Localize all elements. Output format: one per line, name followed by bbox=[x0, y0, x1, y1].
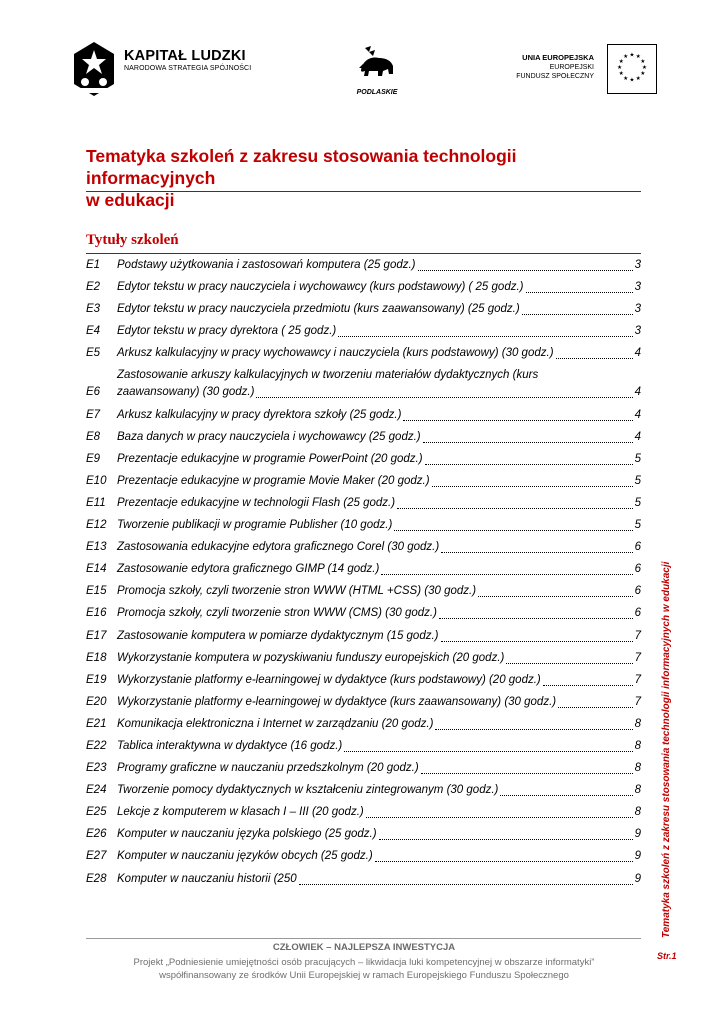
toc-entry[interactable] bbox=[86, 495, 641, 512]
toc-entry-page: 8 bbox=[634, 739, 641, 752]
toc-entry[interactable] bbox=[86, 429, 641, 446]
svg-text:★: ★ bbox=[635, 75, 641, 82]
toc-entry-page: 5 bbox=[634, 496, 641, 509]
toc-leader-dots bbox=[556, 347, 633, 359]
footer-project-line: Projekt „Podniesienie umiejętności osób pracujących – likwidacja luki kompetencyjnej w obszarze informatyki” bbox=[133, 957, 595, 968]
toc-entry-page: 5 bbox=[634, 519, 641, 532]
side-vertical-title: Tematyka szkoleń z zakresu stosowania technologii informacyjnych w edukacji bbox=[661, 561, 672, 938]
toc-entry[interactable] bbox=[86, 473, 641, 490]
table-of-contents bbox=[86, 257, 641, 888]
toc-entry-page: 9 bbox=[634, 828, 641, 841]
kapital-ludzki-title: KAPITAŁ LUDZKI bbox=[124, 48, 246, 64]
toc-entry-page: 3 bbox=[634, 281, 641, 294]
toc-entry-page: 7 bbox=[634, 651, 641, 664]
toc-entry-code: E14 bbox=[86, 563, 107, 576]
toc-entry-page: 7 bbox=[634, 629, 641, 642]
toc-entry-code: E1 bbox=[86, 259, 101, 271]
svg-text:★: ★ bbox=[640, 58, 646, 65]
page-header bbox=[70, 38, 670, 100]
toc-leader-dots bbox=[418, 259, 633, 271]
toc-entry-page: 4 bbox=[634, 430, 641, 443]
toc-entry-page: 6 bbox=[634, 563, 641, 576]
page-footer bbox=[60, 941, 668, 982]
toc-entry-page: 8 bbox=[634, 784, 641, 797]
toc-entry-title: Arkusz kalkulacyjny w pracy wychowawcy i nauczyciela (kurs podstawowy) (30 godz.) bbox=[117, 347, 554, 360]
toc-entry-code: E24 bbox=[86, 784, 107, 797]
toc-entry-title: Edytor tekstu w pracy nauczyciela i wychowawcy (kurs podstawowy) ( 25 godz.) bbox=[117, 281, 524, 294]
toc-leader-dots bbox=[558, 696, 632, 708]
toc-entry-title: Prezentacje edukacyjne w programie PowerPoint (20 godz.) bbox=[117, 452, 423, 465]
toc-entry[interactable] bbox=[86, 738, 641, 755]
toc-entry-title: Edytor tekstu w pracy dyrektora ( 25 godz.) bbox=[117, 325, 337, 338]
svg-text:★: ★ bbox=[641, 65, 648, 71]
toc-entry[interactable] bbox=[86, 451, 641, 468]
toc-entry-title: Tworzenie pomocy dydaktycznych w kształceniu zintegrowanym (30 godz.) bbox=[117, 784, 499, 797]
toc-entry-title: Wykorzystanie platformy e-learningowej w dydaktyce (kurs zaawansowany) (30 godz.) bbox=[117, 695, 557, 708]
page-number-label: Str.1 bbox=[657, 951, 677, 961]
toc-entry-code: E27 bbox=[86, 850, 107, 863]
document-title bbox=[86, 145, 641, 211]
toc-entry-title: Arkusz kalkulacyjny w pracy dyrektora szkoły (25 godz.) bbox=[117, 408, 402, 421]
toc-entry-page: 6 bbox=[634, 585, 641, 598]
toc-entry-title: Baza danych w pracy nauczyciela i wychowawcy (25 godz.) bbox=[117, 430, 421, 443]
toc-entry-code: E26 bbox=[86, 828, 107, 841]
toc-entry[interactable] bbox=[86, 628, 641, 645]
toc-entry-title: Podstawy użytkowania i zastosowań komputera (25 godz.) bbox=[117, 259, 416, 271]
toc-entry-title: Edytor tekstu w pracy nauczyciela przedmiotu (kurs zaawansowany) (25 godz.) bbox=[117, 303, 520, 316]
toc-leader-dots bbox=[441, 630, 633, 642]
footer-divider bbox=[86, 938, 641, 939]
toc-leader-dots bbox=[375, 850, 633, 862]
toc-entry-page: 7 bbox=[634, 695, 641, 708]
toc-entry-page: 8 bbox=[634, 717, 641, 730]
toc-entry[interactable] bbox=[86, 782, 641, 799]
toc-entry-title: Promocja szkoły, czyli tworzenie stron WWW (CMS) (30 godz.) bbox=[117, 607, 437, 620]
toc-entry-title: Promocja szkoły, czyli tworzenie stron WWW (HTML +CSS) (30 godz.) bbox=[117, 585, 477, 598]
kapital-ludzki-logo bbox=[72, 40, 116, 98]
toc-entry-title: Zastosowanie edytora graficznego GIMP (14 godz.) bbox=[117, 563, 380, 576]
toc-entry-page: 3 bbox=[634, 303, 641, 316]
toc-entry-page: 6 bbox=[634, 607, 641, 620]
toc-entry-title: Wykorzystanie platformy e-learningowej w dydaktyce (kurs podstawowy) (20 godz.) bbox=[117, 673, 541, 686]
toc-entry-page: 3 bbox=[634, 259, 641, 271]
ue-line3: FUNDUSZ SPOŁECZNY bbox=[516, 73, 594, 80]
toc-entry-code: E13 bbox=[86, 541, 107, 554]
toc-leader-dots bbox=[299, 873, 633, 885]
toc-entry[interactable] bbox=[86, 583, 641, 600]
toc-entry-code: E19 bbox=[86, 673, 107, 686]
toc-entry[interactable] bbox=[86, 871, 641, 888]
footer-funding-line: współfinansowany ze środków Unii Europejskiej w ramach Europejskiego Funduszu Społecznego bbox=[159, 970, 569, 981]
toc-entry-page: 4 bbox=[634, 386, 641, 399]
toc-entry-title: Prezentacje edukacyjne w technologii Flash (25 godz.) bbox=[117, 496, 396, 509]
toc-entry-code: E5 bbox=[86, 347, 101, 360]
toc-entry-page: 4 bbox=[634, 408, 641, 421]
toc-entry[interactable] bbox=[86, 826, 641, 843]
toc-entry-code: E18 bbox=[86, 651, 107, 664]
footer-slogan: CZŁOWIEK – NAJLEPSZA INWESTYCJA bbox=[272, 942, 456, 953]
toc-entry-title: zaawansowany) (30 godz.) bbox=[117, 386, 255, 399]
toc-leader-dots bbox=[366, 806, 633, 818]
toc-leader-dots bbox=[379, 828, 633, 840]
toc-entry-page: 4 bbox=[634, 347, 641, 360]
ue-text bbox=[482, 53, 594, 82]
toc-entry[interactable] bbox=[86, 257, 641, 274]
toc-entry-title: Komputer w nauczaniu języka polskiego (25 godz.) bbox=[117, 828, 377, 841]
toc-entry-title: Tworzenie publikacji w programie Publisher (10 godz.) bbox=[117, 519, 393, 532]
toc-entry-code: E8 bbox=[86, 430, 101, 443]
toc-entry-title: Zastosowanie komputera w pomiarze dydaktycznym (15 godz.) bbox=[117, 629, 439, 642]
toc-entry[interactable] bbox=[86, 539, 641, 556]
toc-leader-dots bbox=[381, 563, 632, 575]
toc-entry-page: 7 bbox=[634, 673, 641, 686]
toc-entry-title: Zastosowania edukacyjne edytora graficznego Corel (30 godz.) bbox=[117, 541, 440, 554]
document-title-line2: w edukacji bbox=[86, 190, 175, 210]
toc-entry[interactable] bbox=[86, 561, 641, 578]
kapital-ludzki-subtitle: NARODOWA STRATEGIA SPÓJNOŚCI bbox=[124, 65, 252, 72]
toc-leader-dots bbox=[256, 386, 632, 398]
toc-entry-code: E11 bbox=[86, 496, 106, 509]
toc-entry-title: Komunikacja elektroniczna i Internet w zarządzaniu (20 godz.) bbox=[117, 717, 434, 730]
toc-leader-dots bbox=[344, 740, 632, 752]
toc-entry[interactable] bbox=[86, 323, 641, 340]
toc-leader-dots bbox=[403, 409, 632, 421]
toc-leader-dots bbox=[526, 281, 633, 293]
toc-entry[interactable] bbox=[86, 716, 641, 733]
toc-leader-dots bbox=[397, 497, 633, 509]
toc-leader-dots bbox=[394, 519, 632, 531]
toc-entry-code: E6 bbox=[86, 386, 101, 399]
toc-entry-title: Prezentacje edukacyjne w programie Movie Maker (20 godz.) bbox=[117, 474, 430, 487]
toc-entry[interactable] bbox=[86, 345, 641, 362]
toc-leader-dots bbox=[435, 718, 632, 730]
toc-leader-dots bbox=[425, 453, 633, 465]
toc-entry-code: E15 bbox=[86, 585, 107, 598]
toc-entry[interactable] bbox=[86, 301, 641, 318]
toc-entry[interactable] bbox=[86, 672, 641, 689]
toc-entry-title: Tablica interaktywna w dydaktyce (16 godz.) bbox=[117, 739, 343, 752]
toc-entry-page: 6 bbox=[634, 541, 641, 554]
toc-entry-code: E12 bbox=[86, 519, 107, 532]
svg-text:★: ★ bbox=[635, 54, 641, 61]
toc-leader-dots bbox=[421, 762, 633, 774]
toc-entry-code: E10 bbox=[86, 474, 107, 487]
toc-entry[interactable] bbox=[86, 848, 641, 865]
toc-entry-page: 9 bbox=[634, 850, 641, 863]
ue-line2: EUROPEJSKI bbox=[549, 63, 594, 71]
toc-entry-code: E23 bbox=[86, 762, 107, 775]
toc-leader-dots bbox=[506, 652, 632, 664]
toc-entry-page: 8 bbox=[634, 806, 641, 819]
toc-leader-dots bbox=[543, 674, 633, 686]
toc-entry-code: E2 bbox=[86, 281, 101, 294]
toc-entry-title: Wykorzystanie komputera w pozyskiwaniu funduszy europejskich (20 godz.) bbox=[117, 651, 505, 664]
bison-icon bbox=[357, 44, 397, 82]
svg-text:★: ★ bbox=[640, 71, 646, 78]
toc-entry-page: 3 bbox=[634, 325, 641, 338]
toc-entry[interactable] bbox=[86, 367, 641, 401]
toc-heading-divider bbox=[86, 253, 641, 254]
eu-flag-icon bbox=[607, 44, 657, 94]
toc-entry-title: Lekcje z komputerem w klasach I – III (20 godz.) bbox=[117, 806, 364, 819]
podlaskie-label: PODLASKIE bbox=[356, 89, 398, 96]
svg-text:★: ★ bbox=[623, 75, 629, 82]
document-title-line1: Tematyka szkoleń z zakresu stosowania technologii informacyjnych bbox=[86, 146, 517, 188]
toc-entry[interactable] bbox=[86, 279, 641, 296]
toc-leader-dots bbox=[338, 325, 632, 337]
svg-text:★: ★ bbox=[629, 52, 635, 59]
toc-entry-code: E16 bbox=[86, 607, 107, 620]
toc-entry[interactable] bbox=[86, 407, 641, 424]
toc-entry-code: E7 bbox=[86, 408, 101, 421]
toc-entry[interactable] bbox=[86, 760, 641, 777]
toc-entry-page: 9 bbox=[634, 872, 641, 885]
toc-entry[interactable] bbox=[86, 804, 641, 821]
svg-text:★: ★ bbox=[618, 58, 624, 65]
svg-text:★: ★ bbox=[618, 71, 624, 78]
toc-leader-dots bbox=[423, 431, 633, 443]
toc-entry-code: E25 bbox=[86, 806, 107, 819]
ue-line1: UNIA EUROPEJSKA bbox=[522, 53, 594, 62]
toc-entry-title: Programy graficzne w nauczaniu przedszkolnym (20 godz.) bbox=[117, 762, 419, 775]
toc-entry-title: Komputer w nauczaniu historii (250 bbox=[117, 872, 297, 885]
title-divider bbox=[86, 191, 641, 192]
toc-entry-code: E28 bbox=[86, 872, 107, 885]
toc-leader-dots bbox=[522, 303, 633, 315]
toc-entry-code: E9 bbox=[86, 452, 101, 465]
toc-entry-page: 5 bbox=[634, 474, 641, 487]
toc-entry[interactable] bbox=[86, 650, 641, 667]
svg-text:★: ★ bbox=[623, 54, 629, 61]
toc-heading: Tytuły szkoleń bbox=[86, 232, 179, 248]
toc-entry[interactable] bbox=[86, 694, 641, 711]
toc-entry-code: E4 bbox=[86, 325, 101, 338]
kapital-ludzki-text bbox=[124, 48, 251, 74]
toc-entry-title: Zastosowanie arkuszy kalkulacyjnych w tworzeniu materiałów dydaktycznych (kurs bbox=[117, 369, 539, 382]
toc-entry-page: 5 bbox=[634, 452, 641, 465]
toc-entry-code: E22 bbox=[86, 739, 107, 752]
toc-entry-code: E17 bbox=[86, 629, 107, 642]
toc-entry-code: E20 bbox=[86, 695, 107, 708]
toc-entry[interactable] bbox=[86, 605, 641, 622]
toc-entry-code: E3 bbox=[86, 303, 101, 316]
toc-leader-dots bbox=[500, 784, 632, 796]
podlaskie-logo bbox=[352, 44, 402, 96]
toc-entry-code: E21 bbox=[86, 717, 107, 730]
toc-leader-dots bbox=[441, 541, 632, 553]
toc-leader-dots bbox=[478, 585, 633, 597]
svg-text:★: ★ bbox=[629, 77, 635, 84]
toc-entry[interactable] bbox=[86, 517, 641, 534]
toc-leader-dots bbox=[439, 607, 633, 619]
toc-entry-page: 8 bbox=[634, 762, 641, 775]
toc-leader-dots bbox=[432, 475, 633, 487]
svg-text:★: ★ bbox=[616, 65, 623, 71]
toc-entry-title: Komputer w nauczaniu języków obcych (25 godz.) bbox=[117, 850, 373, 863]
